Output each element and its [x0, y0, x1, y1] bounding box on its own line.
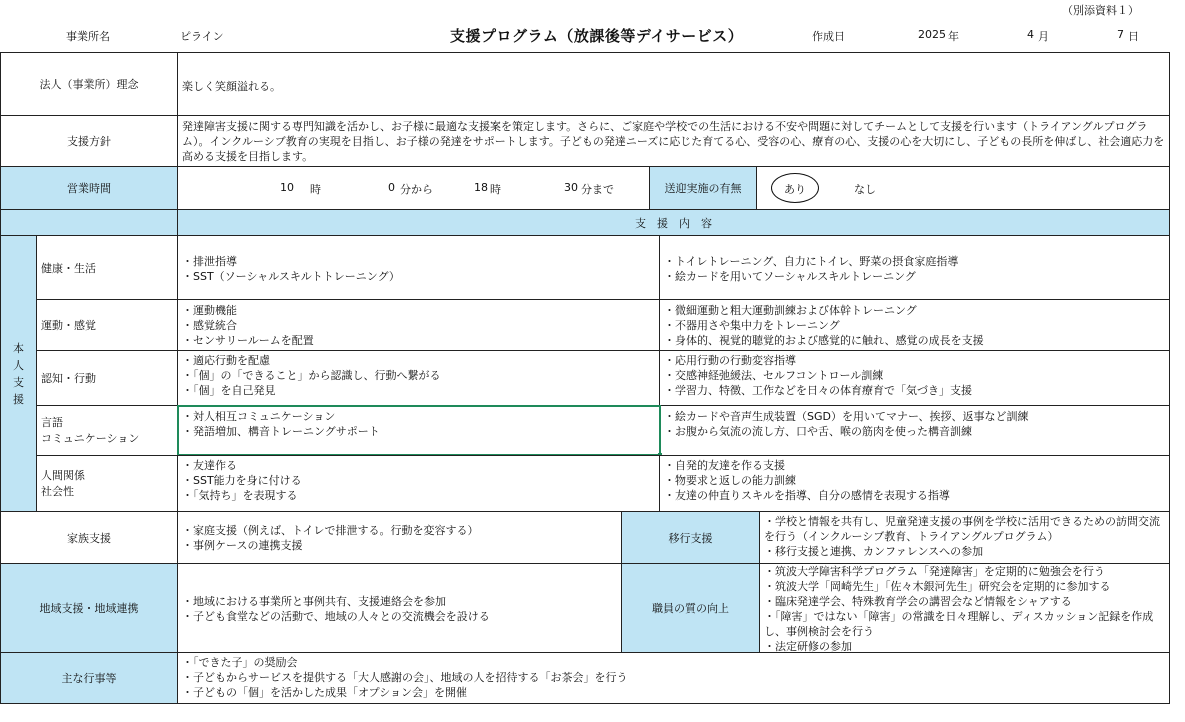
staff-label — [621, 563, 760, 653]
philosophy-label-text: 法人（事業所）理念 — [39, 78, 139, 91]
created-month: 4 — [1027, 28, 1034, 41]
list-item: ・自発的友達を作る支援 — [664, 459, 785, 472]
policy-label-text: 支援方針 — [67, 135, 111, 148]
list-item: ・移行支援と連携、カンファレンスへの参加 — [764, 545, 984, 558]
staff-value — [759, 563, 1170, 653]
transition-label — [621, 511, 760, 564]
list-item: ・絵カードや音声生成装置（SGD）を用いてマナー、挨拶、返事など訓練 — [664, 410, 1029, 423]
community-label-text: 地域支援・地域連携 — [39, 602, 139, 615]
category-cognition-text: 認知・行動 — [41, 372, 96, 385]
list-item: ・「個」を自己発見 — [182, 384, 276, 397]
hours-label-text: 営業時間 — [67, 182, 111, 195]
created-label: 作成日 — [812, 30, 845, 43]
list-item: ・学習力、特徴、工作などを日々の体育療育で「気づき」支援 — [664, 384, 972, 397]
policy-label — [0, 115, 178, 167]
category-motor-text: 運動・感覚 — [41, 319, 96, 332]
community-value — [177, 563, 622, 653]
events-label — [0, 652, 178, 704]
community-label — [0, 563, 178, 653]
events-label-text: 主な行事等 — [61, 672, 117, 685]
list-item: ・トイレトレーニング、自力にトイレ、野菜の摂食家庭指導 — [664, 255, 959, 268]
events-value — [177, 652, 1170, 704]
category-name-social — [36, 455, 178, 512]
list-item: ・「できた子」の奨励会 — [182, 656, 298, 669]
list-item: ・家庭支援（例えば、トイレで排泄する。行動を変容する） — [182, 524, 479, 537]
list-item: ・事例ケースの連携支援 — [182, 539, 303, 552]
category-right-motor — [659, 299, 1170, 351]
staff-label-text: 職員の質の向上 — [652, 602, 729, 615]
list-item: ・筑波大学「岡崎先生」「佐々木銀河先生」研究会を定期的に参加する — [764, 580, 1111, 593]
list-item: ・排泄指導 — [182, 255, 237, 268]
category-right-social — [659, 455, 1170, 512]
end-hour: 18 — [474, 181, 488, 194]
list-item: ・お腹から気流の流し方、口や舌、喉の筋肉を使った構音訓練 — [664, 425, 972, 438]
transport-value — [756, 166, 1170, 210]
list-item: ・物要求と返しの能力訓練 — [664, 474, 796, 487]
list-item: ・応用行動の行動変容指導 — [664, 354, 796, 367]
transition-value — [759, 511, 1170, 564]
support-header-text: 支 援 内 容 — [635, 216, 712, 230]
list-item: ・筑波大学障害科学プログラム「発達障害」を定期的に勉強会を行う — [764, 565, 1105, 578]
category-right-cognition — [659, 350, 1170, 406]
hours-label — [0, 166, 178, 210]
list-item: ・感覚統合 — [182, 319, 237, 332]
family-label-text: 家族支援 — [67, 531, 111, 545]
hours-value — [177, 166, 650, 210]
list-item: ・法定研修の参加 — [764, 640, 852, 653]
support-header-left — [0, 209, 178, 236]
philosophy-text: 楽しく笑顔溢れる。 — [182, 80, 281, 93]
category-name-communication — [36, 405, 178, 456]
list-item: ・微細運動と粗大運動訓練および体幹トレーニング — [664, 304, 917, 317]
start-hour: 10 — [280, 181, 294, 194]
list-item: ・センサリールームを配置 — [182, 334, 314, 347]
list-item: ・SST（ソーシャルスキルトトレーニング） — [182, 270, 400, 283]
category-left-motor — [177, 299, 660, 351]
list-item: ・不器用さや集中力をトレーニング — [664, 319, 840, 332]
policy-value — [177, 115, 1170, 167]
philosophy-label — [0, 52, 178, 116]
philosophy-value — [177, 52, 1170, 116]
list-item: ・発語増加、構音トレーニングサポート — [182, 425, 380, 438]
list-item: ・地域における事業所と事例共有、支援連絡会を参加 — [182, 595, 446, 608]
list-item: ・「個」の「できること」から認識し、行動へ繋がる — [182, 369, 441, 382]
created-day: 7 — [1117, 28, 1124, 41]
list-item: ・「気持ち」を表現する — [182, 489, 298, 502]
list-item: ・学校と情報を共有し、児童発達支援の事例を学校に活用できるための訪問交流を行う（インクルーシブ教育、トライアングルプログラム） — [764, 515, 1160, 543]
list-item: ・子どもの「個」を活かした成果「オプション会」を開催 — [182, 686, 468, 699]
category-right-health — [659, 235, 1170, 300]
transport-no: なし — [854, 183, 876, 196]
transition-label-text: 移行支援 — [668, 531, 713, 545]
category-left-cognition — [177, 350, 660, 406]
until-text: 分まで — [581, 183, 614, 196]
list-item: ・臨床発達学会、特殊教育学会の講習会など情報をシャアする — [764, 595, 1072, 608]
transport-label — [649, 166, 757, 210]
list-item: ・友達の仲直りスキルを指導、自分の感情を表現する指導 — [664, 489, 950, 502]
policy-text: 発達障害支援に関する専門知識を活かし、お子様に最適な支援案を策定します。さらに、ご家庭や学校での生活における不安や問題に対してチームとして支援を行います（トライアングルプログラム）。インクルーシブ教育の実現を目指し、お子様の発達をサポートします。子どもの発達ニーズに応じた育てる心、受容の心、療育の心、支援の心を大切にし、子どもの長所を伸ばし、社会適応力を高める支援を目指します。 — [182, 120, 1165, 163]
support-header — [177, 209, 1170, 236]
list-item: ・子どもからサービスを提供する「大人感謝の会」、地域の人を招待する「お茶会」を行う — [182, 671, 628, 684]
end-hour-unit: 時 — [490, 183, 501, 196]
list-item: ・身体的、視覚的聴覚的および感覚的に触れ、感覚の成長を支援 — [664, 334, 984, 347]
office-name: ピライン — [180, 30, 224, 43]
list-item: ・友達作る — [182, 459, 237, 472]
category-name-health — [36, 235, 178, 300]
category-social-text: 人間関係 社会性 — [41, 468, 85, 498]
family-label — [0, 511, 178, 564]
category-communication-text: 言語 コミュニケーション — [41, 415, 140, 445]
list-item: ・対人相互コミュニケーション — [182, 410, 336, 423]
list-item: ・適応行動を配慮 — [182, 354, 270, 367]
start-min: 0 — [388, 181, 395, 194]
category-name-cognition — [36, 350, 178, 406]
transport-yes: あり — [784, 183, 806, 196]
office-label: 事業所名 — [66, 30, 110, 43]
individual-support-text: 本 人 支 援 — [13, 341, 24, 406]
list-item: ・運動機能 — [182, 304, 237, 317]
category-left-social — [177, 455, 660, 512]
start-hour-unit: 時 — [310, 183, 321, 196]
transport-label-text: 送迎実施の有無 — [664, 182, 742, 195]
end-min: 30 — [564, 181, 578, 194]
list-item: ・SST能力を身に付ける — [182, 474, 302, 487]
created-month-unit: 月 — [1038, 30, 1049, 43]
page-title: 支援プログラム（放課後等デイサービス） — [450, 27, 744, 45]
created-year-unit: 年 — [948, 30, 959, 43]
list-item: ・交感神経弛緩法、セルフコントロール訓練 — [664, 369, 884, 382]
category-right-communication — [659, 405, 1170, 456]
category-health-text: 健康・生活 — [41, 261, 96, 275]
created-year: 2025 — [918, 28, 946, 41]
category-name-motor — [36, 299, 178, 351]
category-left-health — [177, 235, 660, 300]
list-item: ・「障害」ではない「障害」の常識を日々理解し、ディスカッション記録を作成し、事例検討会を行う — [764, 610, 1154, 638]
individual-support-label — [0, 235, 37, 512]
attachment-note: （別添資料１） — [1062, 4, 1139, 17]
list-item: ・絵カードを用いてソーシャルスキルトレーニング — [664, 270, 916, 283]
from-text: 分から — [400, 183, 433, 196]
created-day-unit: 日 — [1128, 30, 1139, 43]
cell-selection-border — [177, 405, 661, 456]
family-value — [177, 511, 622, 564]
list-item: ・子ども食堂などの活動で、地域の人々との交流機会を設ける — [182, 610, 490, 623]
